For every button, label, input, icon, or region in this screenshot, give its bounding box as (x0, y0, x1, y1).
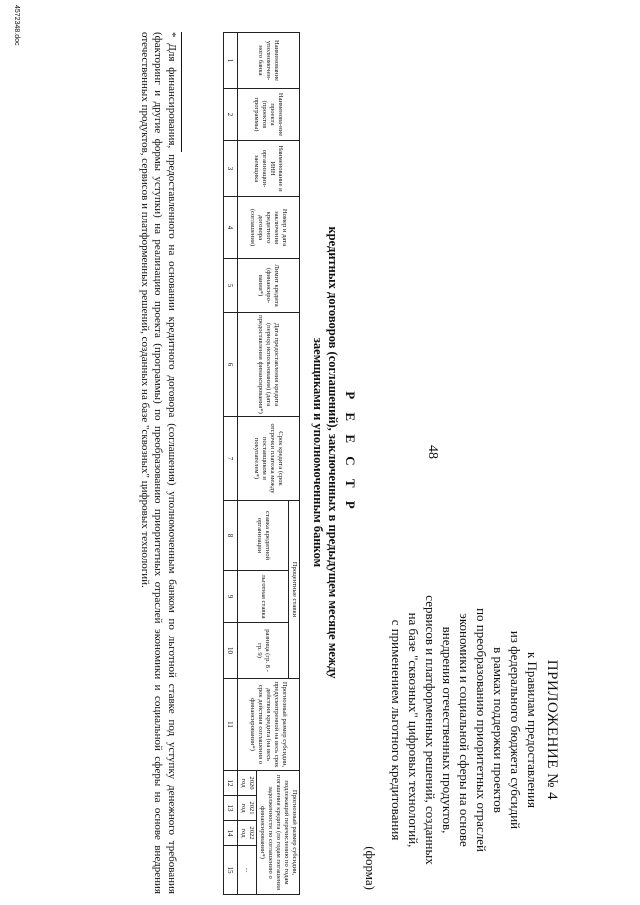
header-bank-rate: ставка кредитной организации (238, 501, 289, 571)
header-credit-term: Срок кредита (срок отсрочки платежа между поставщиком и покупателем*) (238, 417, 300, 501)
column-number: 5 (224, 259, 238, 313)
appendix-line: в рамках поддержки проектов (491, 647, 506, 813)
column-number: 2 (224, 89, 238, 141)
registry-title: Р Е Е С Т Р (343, 391, 358, 514)
form-label: (форма) (363, 846, 378, 890)
header-year: 2020 год (238, 771, 257, 796)
column-number: 11 (224, 679, 238, 771)
appendix-line: к Правилам предоставления (525, 651, 540, 809)
appendix-line: сервисов и платформенных решений, созданных (423, 595, 438, 865)
header-preferential-rate: льготная ставка (238, 571, 289, 623)
header-contract-number-date: Номер и дата заключения кредитного договора (соглашения) (238, 197, 300, 259)
header-year: ... (238, 846, 257, 895)
column-number: 4 (224, 197, 238, 259)
column-number: 14 (224, 821, 238, 846)
appendix-line: из федерального бюджета субсидий (508, 630, 523, 830)
header-interest-rates: Процентные ставки (289, 501, 300, 679)
appendix-line: с применением льготного кредитования (389, 619, 404, 841)
header-forecast-subsidy-by-year: Прогнозный размер субсидии, подлежащий перечислению по годам погашения кредита (по годам погашения задолженности по соглашению о финансировании*) (257, 771, 300, 895)
column-number: 3 (224, 141, 238, 197)
header-credit-limit: Лимит кредита (финансиро-вания*) (238, 259, 300, 313)
footnote: * Для финансирования, предоставленного на основании кредитного договора (соглашения) уполномоченным банком по льготной ставке под уступку денежного требования (факторинг и другие формы уступки) на реализацию проекта (программы) по преобразованию приоритетных отраслей экономики и социальной сферы на основе внедрения отечественных продуктов, сервисов и платформенных решений, созданных на базе "сквозных" цифровых технологий. (139, 32, 178, 894)
header-credit-date: Дата предоставления кредита (период использования) (дата предоставления финансирования*) (238, 313, 300, 417)
header-project-name: Наименова-ние проекта (проектов программы) (238, 89, 300, 141)
column-number: 13 (224, 796, 238, 821)
appendix-line: внедрения отечественных продуктов, (440, 626, 455, 834)
appendix-line: по преобразованию приоритетных отраслей (474, 608, 489, 852)
column-number: 1 (224, 33, 238, 89)
column-number: 8 (224, 501, 238, 571)
header-bank-name: Наименование уполномочен-ного банка (238, 33, 300, 89)
column-number: 7 (224, 417, 238, 501)
header-forecast-subsidy-total: Прогнозный размер субсидии, предусмотренной на весь срок действия кредита (на весь срок действия соглашения о финансировании*) (238, 679, 300, 771)
appendix-line: на базе "сквозных" цифровых технологий, (406, 612, 421, 848)
column-number: 10 (224, 623, 238, 679)
registry-subtitle-line: заемщиками и уполномоченным банком (311, 337, 325, 568)
appendix-header (388, 565, 560, 895)
appendix-line: экономики и социальной сферы на основе (457, 613, 472, 847)
appendix-title: ПРИЛОЖЕНИЕ № 4 (544, 659, 560, 801)
registry-table (223, 32, 300, 895)
footnote-divider (181, 32, 182, 152)
column-number-row (224, 33, 238, 895)
column-number: 6 (224, 313, 238, 417)
page-number: 48 (425, 445, 440, 459)
header-year: 2022 год (238, 821, 257, 846)
header-rate-difference: разница (гр. 8 - гр. 9) (238, 623, 289, 679)
column-number: 15 (224, 846, 238, 895)
header-borrower-name-inn: Наименование и ИНН организации-заемщика (238, 141, 300, 197)
header-year: 2021 год (238, 796, 257, 821)
column-number: 12 (224, 771, 238, 796)
column-number: 9 (224, 571, 238, 623)
registry-subtitle (310, 90, 340, 815)
document-id: 4572348.doc (13, 5, 20, 46)
registry-subtitle-line: кредитных договоров (соглашений), заключенных в предыдущем месяце между (326, 226, 340, 679)
